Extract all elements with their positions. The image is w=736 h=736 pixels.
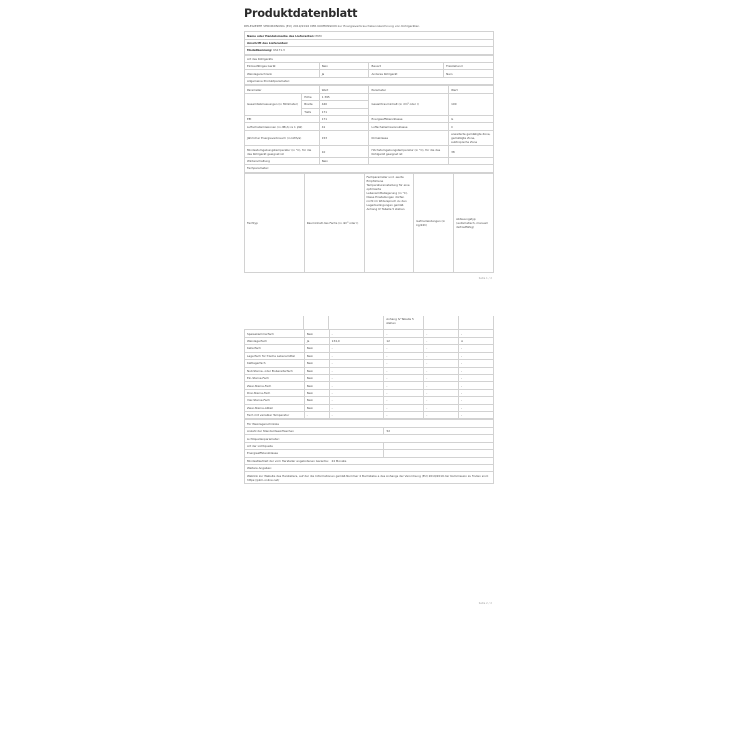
compartment-freezing: - [424,382,459,389]
light-type-value [384,442,494,449]
compartment-volume: - [329,389,384,396]
compartment-present: Nein [304,367,329,374]
dimension-height-value: 1 395 [319,93,369,100]
compartment-col-values: Fachparameter und -werte Empfohlene Temperatureinstellung für eine optimierte Lebensmittellagerung (in °C). Diese Einstellungen dürfen nicht im Widerspruch zu den Lagerbedingungen gemäß Anhang IV Tabelle 5 stehen [364,173,414,272]
wine-section-title: Für Weinlagerschränke [245,420,494,427]
table-row [245,397,494,404]
compartment-present: Nein [304,345,329,352]
light-energy-class-label: Energieeffizienzklasse [245,450,384,457]
compartment-col-type: Fachtyp [245,173,305,272]
compartment-name: Speisekammerfach [245,330,305,337]
compartment-present: Nein [304,374,329,381]
table-row [245,427,494,434]
supplier-address-cell [245,39,494,46]
compartment-defrost: - [459,397,494,404]
compartment-name: Weinlagerfach [245,337,305,344]
compartment-temperature: - [384,397,424,404]
max-ambient-temp-value: 38 [449,146,494,157]
min-ambient-temp-label: Mindestumgebungstemperatur (in °C), für die das Kühlgerät geeignet ist [245,146,320,157]
compartment-name: Kellerfach [245,345,305,352]
annual-energy-value: 153 [319,130,369,146]
dimensions-label: Gesamtabmessungen (in Millimeter) [245,93,302,115]
general-params-section-title: Allgemeine Produktparameter: [245,77,494,84]
compartment-col-freezing: Gefrierleistungen (in kg/24h) [414,173,454,272]
table-row [245,472,494,483]
energy-class-value: G [449,116,494,123]
min-ambient-temp-value: 10 [319,146,369,157]
noise-class-label: Luftschallemissionsklasse [369,123,449,130]
eei-label: EEI [245,116,320,123]
wine-bottles-label: Anzahl der Standardweinflaschen [245,427,384,434]
compartment-defrost: - [459,404,494,411]
table-row [245,330,494,337]
compartment-volume: - [329,352,384,359]
compartment-freezing: - [424,352,459,359]
compartment-temperature: - [384,389,424,396]
col-header-parameter-left: Parameter [245,86,320,93]
total-volume-label: Gesamtrauminhalt (in dm³ oder l) [369,93,449,115]
compartment-volume: - [329,412,384,419]
table-row [245,86,494,93]
builtin-value: Nein [319,63,369,70]
compartment-rows-table [244,329,494,419]
empty-cell [369,157,449,164]
compartment-temperature: - [384,367,424,374]
compartment-name: Fach mit variabler Temperatur [245,412,305,419]
page-2-footer: Seite 2 / 2 [478,601,492,605]
empty-cell [329,316,384,329]
table-row [245,420,494,427]
compartment-name: Ein-Sterne-Fach [245,374,305,381]
compartment-present: Nein [304,404,329,411]
table-row [244,316,494,329]
regulation-intro: DELEGIERTE VERORDNUNG (EU) 2019/2016 DER KOMMISSION zur Energieverbrauchskennzeichnung von Kühlgeräten [244,24,420,28]
empty-cell [449,157,494,164]
dimension-width-value: 440 [319,101,369,108]
compartment-freezing: - [424,397,459,404]
table-row [245,32,494,39]
compartment-freezing: - [424,389,459,396]
further-info-text: Weblink zur Website des Herstellers, auf der die Informationen gemäß Nummer 4 Buchstabe a des Anhangs der Verordnung (EU) 2019/2019 der Kommission zu finden sind: https://pkm-online.net/ [245,472,494,483]
compartment-volume: - [329,345,384,352]
dimension-depth-label: Tiefe [302,108,319,115]
light-energy-class-value [384,450,494,457]
table-row [245,345,494,352]
warranty-value: 24 Monate [331,458,347,463]
total-volume-value: 190 [449,93,494,115]
table-row [245,352,494,359]
general-parameters-table [244,85,494,172]
table-row [245,450,494,457]
table-row [245,442,494,449]
table-row [245,130,494,146]
empty-cell [459,316,494,329]
table-row [245,157,494,164]
compartment-present: Nein [304,397,329,404]
compartment-defrost: - [459,382,494,389]
table-row [245,55,494,62]
table-row [245,70,494,77]
empty-cell [244,316,304,329]
table-row [245,412,494,419]
compartment-volume: - [329,367,384,374]
appliance-type-table [244,55,494,86]
compartment-temperature: - [384,374,424,381]
page-1-footer: Seite 1 / 2 [478,277,492,281]
compartment-continuation-note: Anhang IV Tabelle 5 stehen [384,316,424,329]
document-page-2 [238,312,500,609]
supplier-name-label: Name oder Handelsmarke des Lieferanten: [247,33,315,38]
table-row [245,404,494,411]
table-row [245,123,494,130]
compartment-header-table [244,173,494,273]
table-row [245,116,494,123]
winecooler-label: Weinlagerschrank [245,70,320,77]
light-type-label: Art der Lichtquelle [245,442,384,449]
compartment-present: Nein [304,382,329,389]
climate-class-value: erweiterte gemäßigte Zone, gemäßigte Zone, subtropische Zone [449,130,494,146]
empty-cell [304,316,329,329]
compartment-col-volume: Rauminhalt des Fachs (in dm³ oder l) [304,173,364,272]
document-pages [238,0,500,609]
compartment-temperature: - [384,330,424,337]
compartment-present: - [304,412,329,419]
col-header-parameter-right: Parameter [369,86,449,93]
compartment-defrost: - [459,360,494,367]
warranty-label: Mindestlaufzeit der vom Hersteller angebotenen Garantie: [247,458,329,463]
table-row [245,165,494,172]
compartment-name: Null-Sterne- oder Eisbereiterfach [245,367,305,374]
model-label: Modellkennung: [247,48,273,53]
construction-label: Bauart [369,63,444,70]
compartment-name: Drei-Sterne-Fach [245,389,305,396]
compartment-continuation-header [244,316,494,329]
table-row [245,337,494,344]
compartment-present: Nein [304,330,329,337]
compartment-defrost: A [459,337,494,344]
col-header-value-left: Wert [319,86,369,93]
compartment-defrost: - [459,374,494,381]
model-value: KS171.3 [273,48,285,53]
compartment-temperature: - [384,382,424,389]
compartment-freezing: - [424,374,459,381]
empty-cell [424,316,459,329]
compartment-defrost: - [459,412,494,419]
compartment-freezing: - [424,404,459,411]
document-page-1 [238,0,500,284]
winecooler-value: Ja [319,70,369,77]
compartment-present: Nein [304,389,329,396]
supplier-name-cell [245,32,494,39]
compartment-volume: - [329,360,384,367]
appliance-type-section-title: Art des Kühlgeräts [245,55,494,62]
compartment-freezing: - [424,337,459,344]
compartment-defrost: - [459,352,494,359]
dimension-depth-value: 171 [319,108,369,115]
supplier-address-label: Anschrift des Lieferanten: [247,40,289,45]
construction-value: Freistehend [444,63,494,70]
compartment-volume: - [329,374,384,381]
noise-label: Luftschallemissionen (in dB(A) re 1 pW) [245,123,320,130]
table-row [245,173,494,272]
model-cell [245,47,494,54]
compartment-defrost: - [459,367,494,374]
compartment-volume: - [329,397,384,404]
compartment-volume: - [329,330,384,337]
compartment-freezing: - [424,367,459,374]
compartment-temperature: 12 [384,337,424,344]
compartment-freezing: - [424,360,459,367]
max-ambient-temp-label: Höchstumgebungstemperatur (in °C), für die das Kühlgerät geeignet ist [369,146,449,157]
winter-setting-label: Winterschaltung [245,157,320,164]
noise-value: 41 [319,123,369,130]
compartment-name: Vier-Sterne-Fach [245,397,305,404]
noise-class-value: C [449,123,494,130]
table-row [245,367,494,374]
table-row [245,360,494,367]
table-row [245,465,494,472]
other-appliance-value: Nein [444,70,494,77]
table-row [245,382,494,389]
energy-class-label: Energieeffizienzklasse [369,116,449,123]
table-row [245,47,494,54]
compartment-present: Nein [304,360,329,367]
table-row [245,374,494,381]
compartment-temperature: - [384,360,424,367]
compartment-present: Nein [304,352,329,359]
table-row [245,146,494,157]
wine-bottles-value: 52 [384,427,494,434]
table-row [245,77,494,84]
compartment-temperature: - [384,412,424,419]
compartment-volume: - [329,382,384,389]
compartment-freezing: - [424,345,459,352]
compartment-temperature: - [384,345,424,352]
compartment-defrost: - [459,330,494,337]
dimension-height-label: Höhe [302,93,319,100]
compartment-col-defrost: Abtauungstyp (automatisch, manuell defrostfähig) [454,173,494,272]
compartment-defrost: - [459,345,494,352]
builtin-label: Einbaufähiges Gerät [245,63,320,70]
eei-value: 171 [319,116,369,123]
dimension-width-label: Breite [302,101,319,108]
compartment-freezing: - [424,412,459,419]
compartment-name: Zwei-Sterne-Abteil [245,404,305,411]
table-row [245,457,494,464]
other-appliance-label: Anderes Kühlgerät [369,70,444,77]
col-header-value-right: Wert [449,86,494,93]
compartment-name: Kaltlagerfach [245,360,305,367]
page-title: Produktdatenblatt [244,7,358,20]
further-info-title: Weitere Angaben: [245,465,494,472]
table-row [245,435,494,442]
wine-and-light-table [244,419,494,483]
climate-class-label: Klimaklasse [369,130,449,146]
supplier-name-value: PKM [315,33,322,38]
compartment-freezing: - [424,330,459,337]
warranty-cell [245,457,494,464]
compartment-volume: 134,0 [329,337,384,344]
table-row [245,63,494,70]
table-row [245,389,494,396]
table-row [245,39,494,46]
supplier-table [244,31,494,54]
winter-setting-value: Nein [319,157,369,164]
compartment-name: Lagerfach für frische Lebensmittel [245,352,305,359]
compartment-temperature: - [384,404,424,411]
compartment-temperature: - [384,352,424,359]
compartment-volume: - [329,404,384,411]
table-row [245,93,494,100]
compartment-params-section-title: Fachparameter: [245,165,494,172]
compartment-name: Zwei-Sterne-Fach [245,382,305,389]
compartment-present: Ja [304,337,329,344]
compartment-defrost: - [459,389,494,396]
light-source-section-title: Lichtquellenparameter: [245,435,494,442]
annual-energy-label: Jährlicher Energieverbrauch (in kWh/a) [245,130,320,146]
